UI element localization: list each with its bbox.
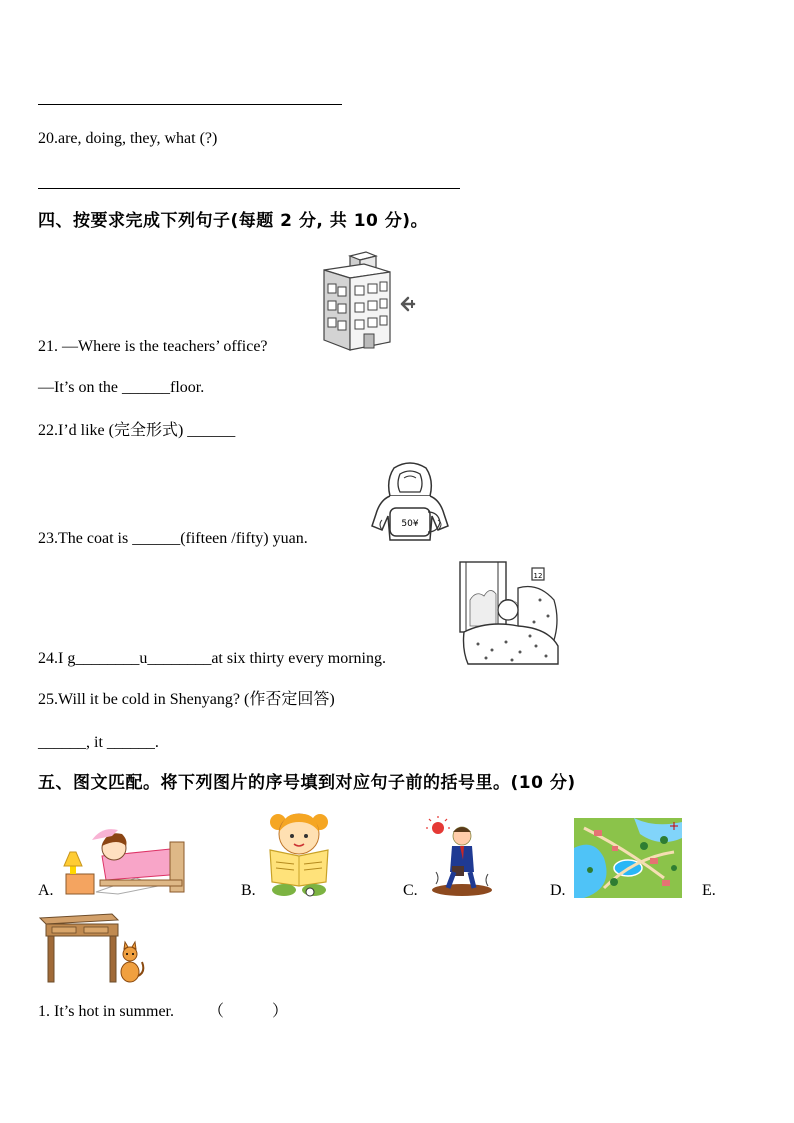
match-label-b: B. bbox=[241, 882, 256, 899]
building-illustration bbox=[318, 250, 418, 354]
question-text: —Where is the teachers’ office? bbox=[58, 338, 268, 355]
question-20 bbox=[38, 129, 217, 149]
match-question-1 bbox=[38, 1002, 174, 1022]
picture-a-sleeping-girl bbox=[62, 826, 186, 896]
answer-bracket: （ ） bbox=[208, 1003, 289, 1020]
question-text: are, doing, they, what (?) bbox=[58, 130, 218, 147]
question-24 bbox=[38, 649, 386, 669]
question-21-answer: —It’s on the ______floor. bbox=[38, 379, 205, 396]
section-5-heading: 五、图文匹配。将下列图片的序号填到对应句子前的括号里。(10 分) bbox=[38, 773, 576, 793]
question-25-answer: ______, it ______. bbox=[38, 734, 159, 751]
match-label-c: C. bbox=[403, 882, 418, 899]
match-label-d: D. bbox=[550, 882, 566, 899]
price-tag: 50¥ bbox=[401, 519, 419, 529]
clock-label: 12 bbox=[533, 572, 543, 580]
question-number: 23. bbox=[38, 530, 58, 547]
question-text: It’s hot in summer. bbox=[50, 1003, 174, 1020]
coat-illustration bbox=[364, 460, 456, 544]
question-text: I’d like (完全形式) ______ bbox=[58, 422, 236, 439]
question-text: Will it be cold in Shenyang? (作否定回答) bbox=[58, 691, 335, 708]
answer-line-20 bbox=[38, 188, 460, 189]
answer-line-19 bbox=[38, 104, 342, 105]
question-number: 25. bbox=[38, 691, 58, 708]
question-number: 20. bbox=[38, 130, 58, 147]
question-text: I g________u________at six thirty every morning. bbox=[58, 650, 386, 667]
picture-b-reading-girl bbox=[264, 810, 334, 898]
picture-c-hot-man bbox=[426, 816, 500, 898]
question-22 bbox=[38, 421, 235, 441]
question-23 bbox=[38, 529, 308, 549]
question-21 bbox=[38, 337, 268, 357]
getting-up-illustration bbox=[458, 560, 562, 670]
question-number: 1. bbox=[38, 1003, 50, 1020]
question-text: The coat is ______(fifteen /fifty) yuan. bbox=[58, 530, 308, 547]
question-number: 24. bbox=[38, 650, 58, 667]
question-number: 21. bbox=[38, 338, 58, 355]
question-25 bbox=[38, 690, 335, 710]
match-label-e: E. bbox=[702, 882, 716, 899]
section-4-heading: 四、按要求完成下列句子(每题 2 分, 共 10 分)。 bbox=[38, 211, 429, 231]
picture-d-park-map bbox=[574, 818, 682, 898]
picture-e-desk-and-cat bbox=[38, 912, 146, 984]
match-label-a: A. bbox=[38, 882, 54, 899]
question-number: 22. bbox=[38, 422, 58, 439]
